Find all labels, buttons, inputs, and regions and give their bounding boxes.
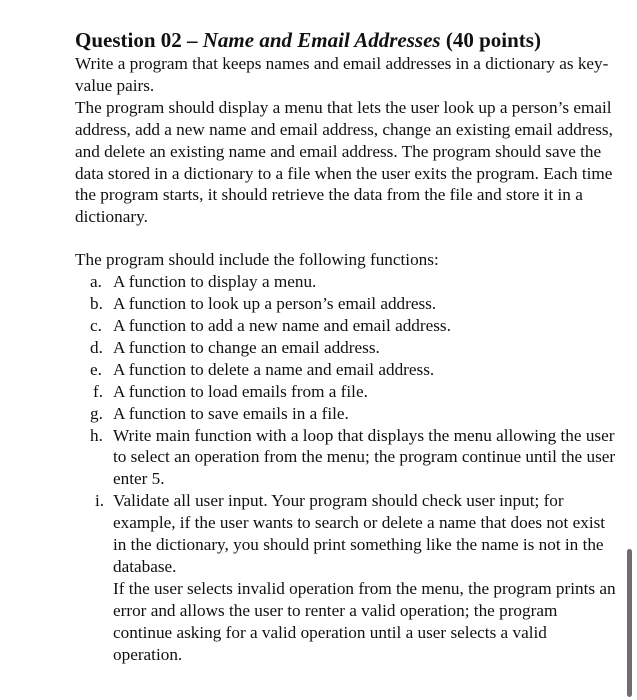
list-item-text: A function to look up a person’s email address. (113, 294, 437, 314)
description-paragraph: The program should display a menu that lets the user look up a person’s email address, add a new name and email address, change an existing email address, and delete an existing name and email address. The program should save the data stored in a dictionary to a file when the user exits the program. Each time the program starts, it should retrieve the data from the file and store it in a dictionary. (75, 97, 613, 227)
intro-paragraph: Write a program that keeps names and email addresses in a dictionary as key-value pairs. (75, 54, 609, 95)
question-topic: Name and Email Addresses (202, 28, 441, 52)
question-content (75, 27, 620, 665)
list-marker: a. (90, 272, 102, 292)
list-item-extra-text: If the user selects invalid operation from the menu, the program prints an error and allows the user to renter a valid operation; the program continue asking for a valid operation until a user selects a valid operation. (113, 578, 616, 664)
list-item (75, 359, 620, 381)
list-item-text: Write main function with a loop that displays the menu allowing the user to select an operation from the menu; the program continue until the user enter 5. (113, 425, 616, 489)
list-marker: e. (90, 359, 102, 379)
list-item (75, 381, 620, 403)
question-number: Question 02 – (75, 28, 203, 52)
functions-list (75, 271, 620, 665)
list-item-text: A function to display a menu. (113, 272, 317, 292)
list-item (75, 271, 620, 293)
functions-intro: The program should include the following functions: (75, 250, 439, 270)
list-marker: f. (93, 381, 104, 401)
question-points: (40 points) (440, 28, 541, 52)
list-item (75, 403, 620, 425)
list-item (75, 490, 620, 665)
list-marker: d. (90, 337, 103, 357)
list-item-text: A function to change an email address. (113, 337, 380, 357)
list-item (75, 337, 620, 359)
question-title (75, 27, 620, 53)
list-marker: i. (95, 491, 105, 511)
vertical-scrollbar[interactable] (627, 549, 632, 697)
list-item (75, 293, 620, 315)
list-item (75, 425, 620, 491)
list-marker: b. (90, 294, 103, 314)
list-item-text: Validate all user input. Your program should check user input; for example, if the user wants to search or delete a name that does not exist in the dictionary, you should print something like the name is not in the database. (113, 491, 606, 576)
list-marker: c. (90, 315, 102, 335)
list-marker: h. (90, 425, 103, 445)
list-item-text: A function to load emails from a file. (113, 381, 368, 401)
list-item-text: A function to add a new name and email address. (113, 315, 451, 335)
list-item (75, 315, 620, 337)
list-marker: g. (90, 403, 103, 423)
list-item-text: A function to save emails in a file. (113, 403, 349, 423)
list-item-text: A function to delete a name and email address. (113, 359, 435, 379)
paragraph-gap (75, 228, 620, 249)
